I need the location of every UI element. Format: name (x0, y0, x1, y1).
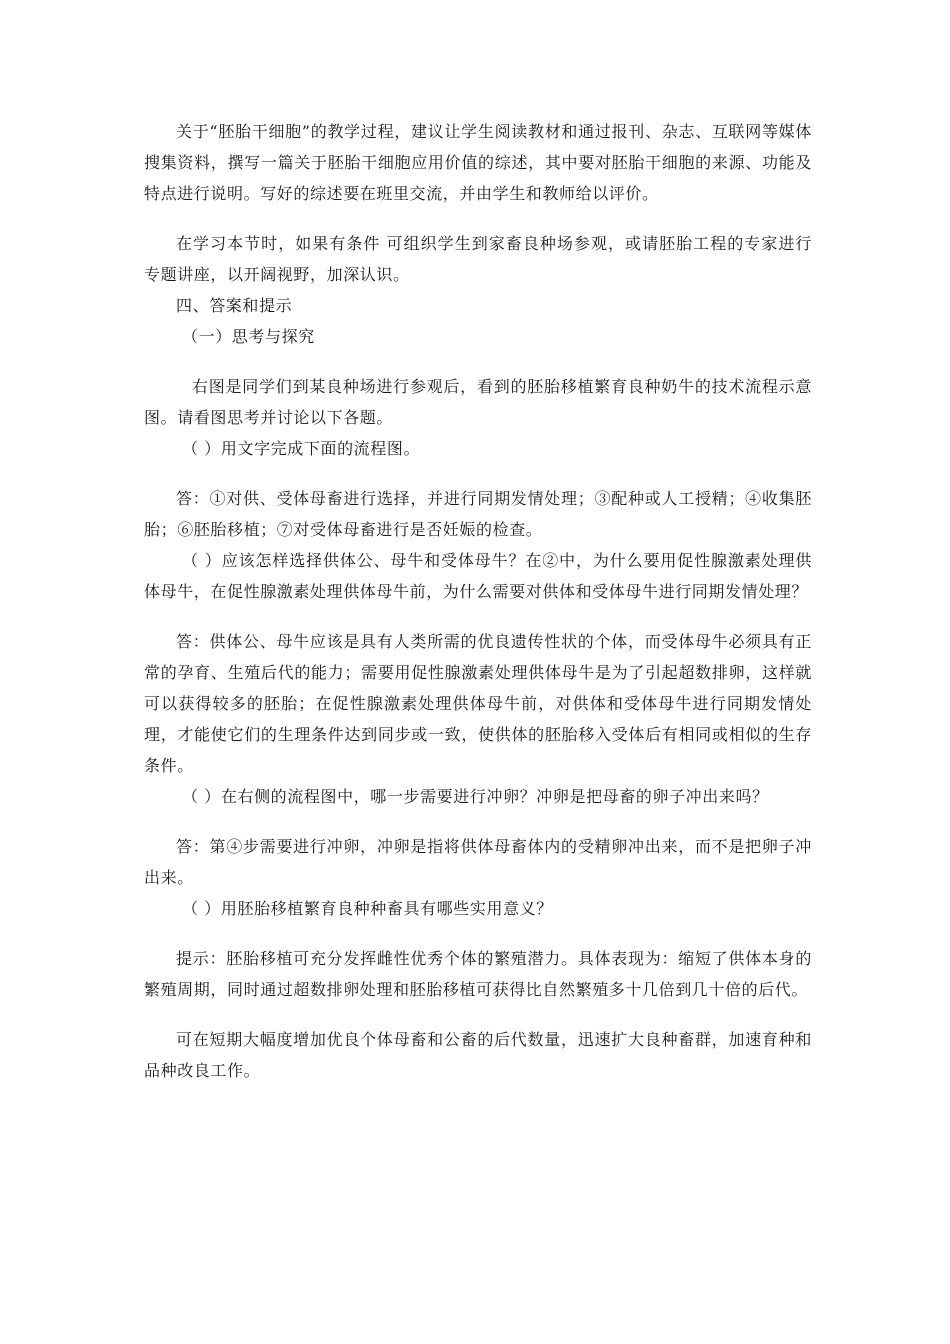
question-2: （ ）应该怎样选择供体公、母牛和受体母牛？在②中，为什么要用促性腺激素处理供体母牛，在促性腺激素处理供体母牛前，为什么需要对供体和受体母牛进行同期发情处理？ (144, 551, 812, 601)
question-1: （ ）用文字完成下面的流程图。 (182, 439, 421, 458)
paragraph-embryonic-stem-cell-teaching: 关于“胚胎干细胞”的教学过程，建议让学生阅读教材和通过报刊、杂志、互联网等媒体搜集资料，撰写一篇关于胚胎干细胞应用价值的综述，其中要对胚胎干细胞的来源、功能及特点进行说明。写好的综述要在班里交流，并由学生和教师给以评价。 (144, 122, 812, 203)
answer-4-hint: 提示：胚胎移植可充分发挥雌性优秀个体的繁殖潜力。具体表现为：缩短了供体本身的繁殖周期，同时通过超数排卵处理和胚胎移植可获得比自然繁殖多十几倍到几十倍的后代。 (144, 949, 812, 999)
question-3: （ ）在右侧的流程图中，哪一步需要进行冲卵？冲卵是把母畜的卵子冲出来吗？ (182, 787, 769, 806)
paragraph-field-visit-suggestion: 在学习本节时，如果有条件 可组织学生到家畜良种场参观，或请胚胎工程的专家进行专题讲座，以开阔视野，加深认识。 (144, 234, 812, 284)
answer-4-continued: 可在短期大幅度增加优良个体母畜和公畜的后代数量，迅速扩大良种畜群，加速育种和品种改良工作。 (144, 1030, 812, 1080)
document-page (144, 116, 812, 1086)
answer-2: 答：供体公、母牛应该是具有人类所需的优良遗传性状的个体，而受体母牛必须具有正常的孕育、生殖后代的能力；需要用促性腺激素处理供体母牛是为了引起超数排卵，这样就可以获得较多的胚胎；在促性腺激素处理供体母牛前，对供体和受体母牛进行同期发情处理，才能使它们的生理条件达到同步或一致，使供体的胚胎移入受体后有相同或相似的生存条件。 (144, 632, 812, 775)
section-heading-answers: 四、答案和提示 (176, 296, 293, 315)
question-4: （ ）用胚胎移植繁育良种种畜具有哪些实用意义？ (182, 899, 553, 918)
subsection-heading-thinking: （一）思考与探究 (182, 327, 315, 346)
answer-3: 答：第④步需要进行冲卵，冲卵是指将供体母畜体内的受精卵冲出来，而不是把卵子冲出来。 (144, 837, 812, 887)
paragraph-flowchart-intro: 右图是同学们到某良种场进行参观后，看到的胚胎移植繁育良种奶牛的技术流程示意图。请看图思考并讨论以下各题。 (144, 377, 812, 427)
answer-1: 答：①对供、受体母畜进行选择，并进行同期发情处理；③配种或人工授精；④收集胚胎；⑥胚胎移植；⑦对受体母畜进行是否妊娠的检查。 (144, 489, 812, 539)
